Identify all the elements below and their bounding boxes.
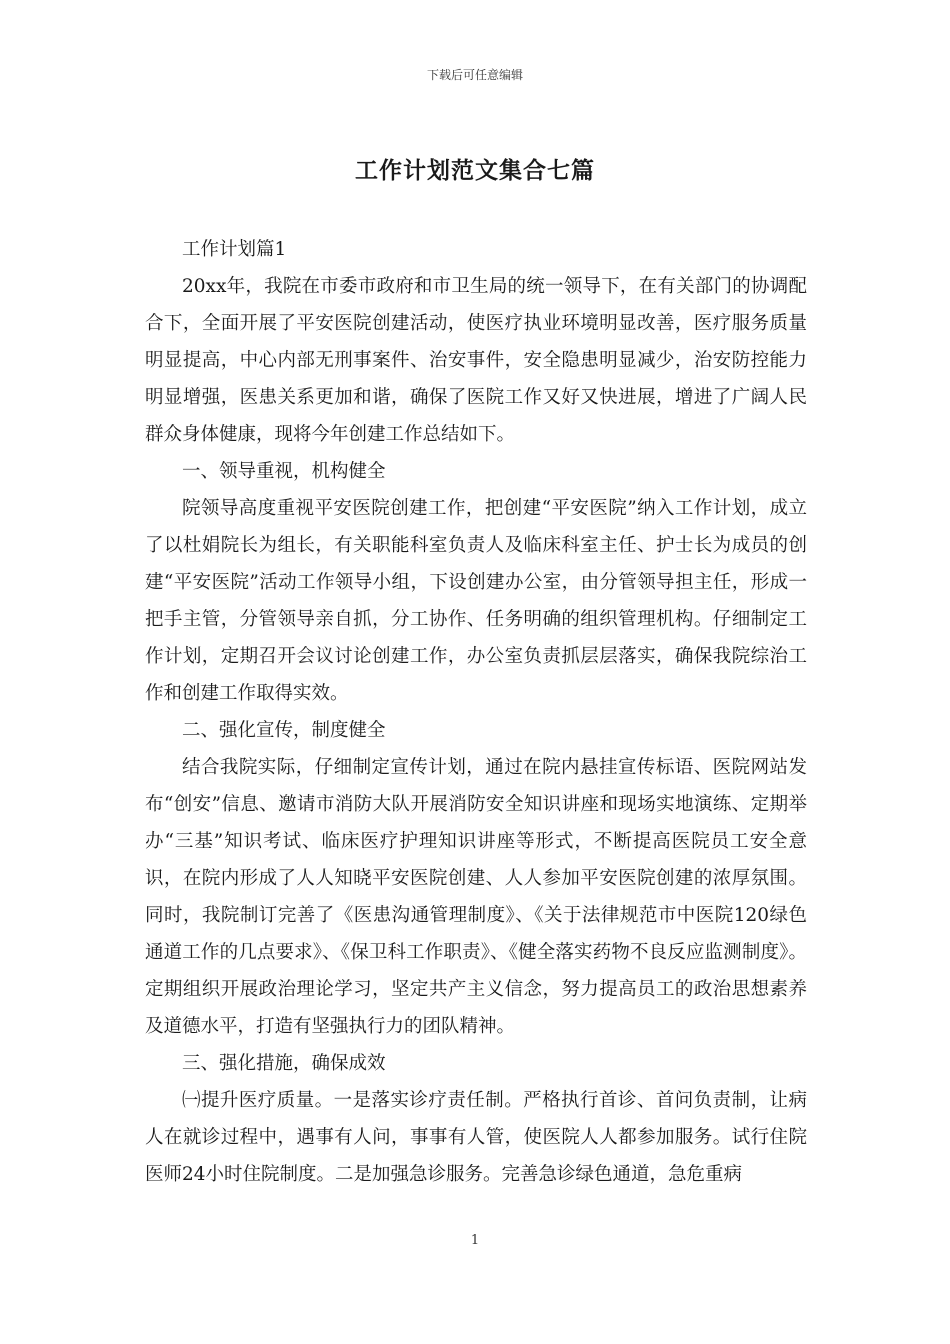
document-title: 工作计划范文集合七篇 <box>355 157 595 184</box>
section-heading-measures: 三、强化措施，确保成效 <box>182 1053 386 1074</box>
section-heading-publicity: 二、强化宣传，制度健全 <box>182 720 386 741</box>
document-body <box>145 231 807 1193</box>
body-paragraph-measures: ㈠提升医疗质量。一是落实诊疗责任制。严格执行首诊、首问负责制，让病人在就诊过程中，遇事有人问，事事有人管，使医院人人都参加服务。试行住院医师24小时住院制度。二是加强急诊服务。完善急诊绿色通道，急危重病 <box>145 1090 807 1185</box>
body-paragraph-intro: 20xx年，我院在市委市政府和市卫生局的统一领导下，在有关部门的协调配合下，全面开展了平安医院创建活动，使医疗执业环境明显改善，医疗服务质量明显提高，中心内部无刑事案件、治安事件，安全隐患明显减少，治安防控能力明显增强，医患关系更加和谐，确保了医院工作又好又快进展，增进了广阔人民群众身体健康，现将今年创建工作总结如下。 <box>145 276 807 445</box>
section-heading-plan-1: 工作计划篇1 <box>182 239 287 260</box>
body-paragraph-publicity: 结合我院实际，仔细制定宣传计划，通过在院内悬挂宣传标语、医院网站发布“创安”信息、邀请市消防大队开展消防安全知识讲座和现场实地演练、定期举办“三基”知识考试、临床医疗护理知识讲座等形式，不断提高医院员工安全意识，在院内形成了人人知晓平安医院创建、人人参加平安医院创建的浓厚氛围。同时，我院制订完善了《医患沟通管理制度》、《关于法律规范市中医院120绿色通道工作的几点要求》、《保卫科工作职责》、《健全落实药物不良反应监测制度》。定期组织开展政治理论学习，坚定共产主义信念，努力提高员工的政治思想素养及道德水平，打造有坚强执行力的团队精神。 <box>145 757 807 1037</box>
body-paragraph-leadership: 院领导高度重视平安医院创建工作，把创建“平安医院”纳入工作计划，成立了以杜娟院长为组长，有关职能科室负责人及临床科室主任、护士长为成员的创建“平安医院”活动工作领导小组，下设创建办公室，由分管领导担主任，形成一把手主管，分管领导亲自抓，分工协作、任务明确的组织管理机构。仔细制定工作计划，定期召开会议讨论创建工作，办公室负责抓层层落实，确保我院综治工作和创建工作取得实效。 <box>145 498 807 704</box>
section-heading-leadership: 一、领导重视，机构健全 <box>182 461 386 482</box>
page-header-note: 下载后可任意编辑 <box>426 68 523 82</box>
page-number: 1 <box>470 1233 480 1248</box>
